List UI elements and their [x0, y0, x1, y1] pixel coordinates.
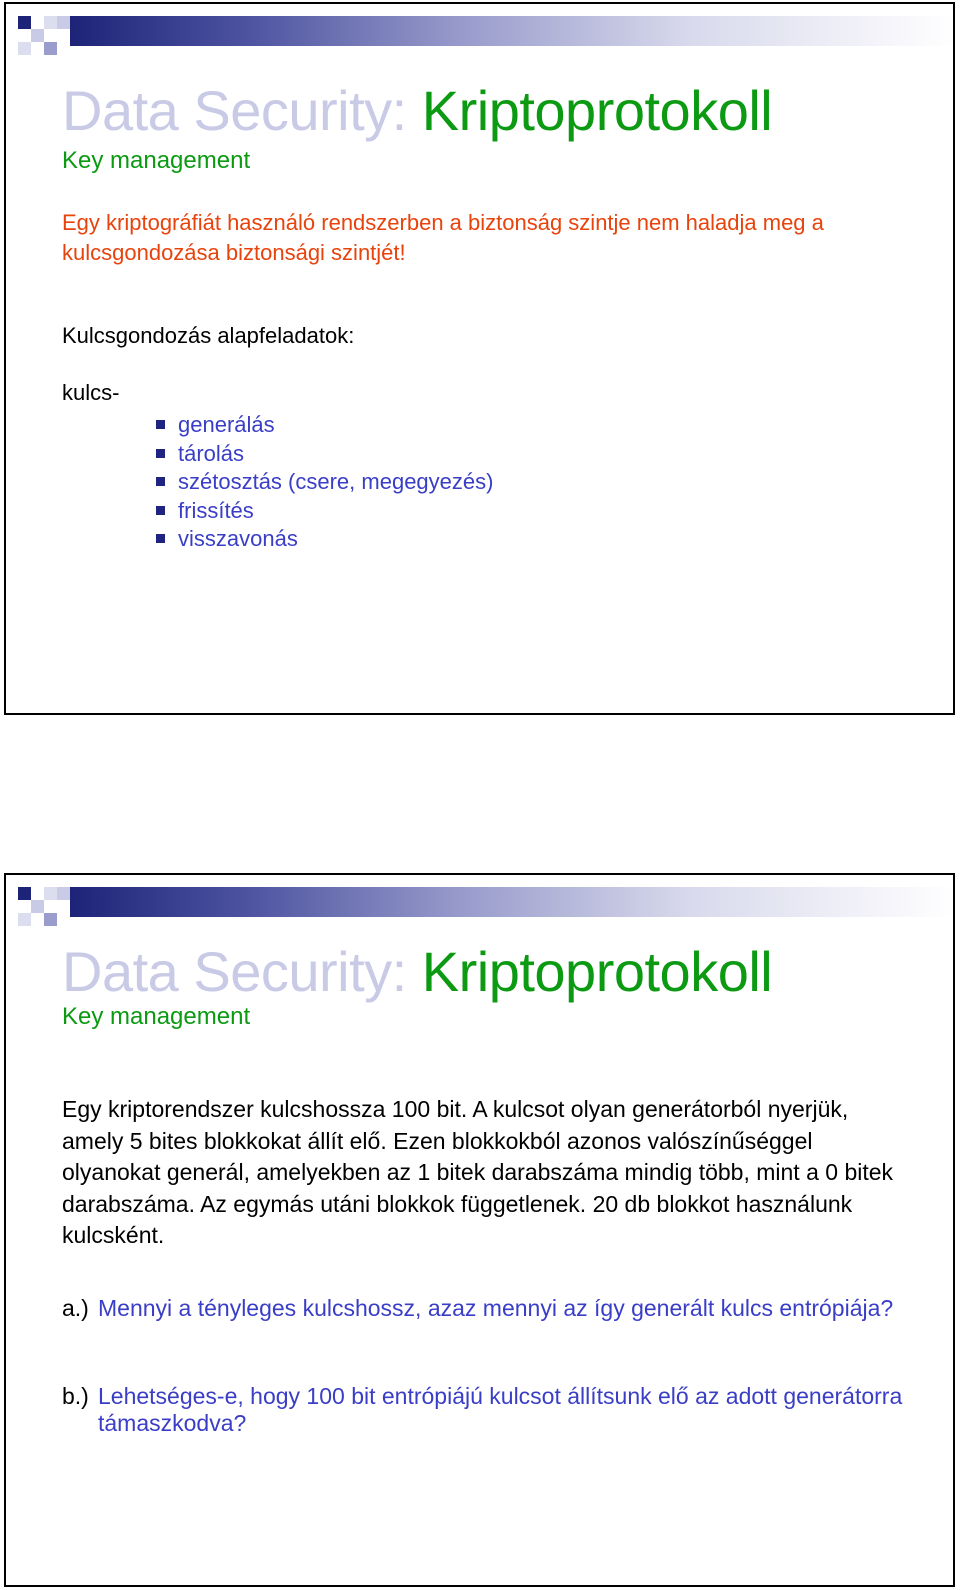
square-bullet-icon: [156, 477, 165, 486]
list-item: szétosztás (csere, megegyezés): [156, 468, 493, 497]
header-gradient-bar: [70, 16, 955, 46]
slide-2: [4, 873, 955, 1587]
warning-text: Egy kriptográfiát használó rendszerben a biztonság szintje nem haladja meg a kulcsgondozása biztonsági szintjét!: [62, 210, 824, 265]
title-prefix: Data Security:: [62, 940, 422, 1003]
decorative-squares-icon: [18, 16, 31, 29]
list-item: visszavonás: [156, 525, 493, 554]
decorative-square-icon: [44, 42, 57, 55]
decorative-square-icon: [44, 913, 57, 926]
slide-subtitle: Key management: [62, 147, 251, 174]
decorative-square-icon: [18, 42, 31, 55]
question-b: b.) Lehetséges-e, hogy 100 bit entrópiájú kulcsot állítsunk elő az adott generátorra támaszkodva?: [62, 1383, 903, 1436]
header-decoration: [6, 4, 955, 64]
square-bullet-icon: [156, 420, 165, 429]
title-main: Kriptoprotokoll: [421, 79, 773, 142]
decorative-square-icon: [57, 16, 70, 29]
decorative-squares-icon: [18, 887, 31, 900]
list-item: tárolás: [156, 440, 493, 469]
square-bullet-icon: [156, 449, 165, 458]
decorative-square-icon: [57, 887, 70, 900]
square-bullet-icon: [156, 534, 165, 543]
slide-title: [62, 78, 772, 143]
decorative-square-icon: [44, 16, 57, 29]
decorative-square-icon: [31, 29, 44, 42]
list-item: generálás: [156, 411, 493, 440]
task-list: [156, 411, 493, 554]
question-a: a.) Mennyi a tényleges kulcshossz, azaz mennyi az így generált kulcs entrópiája?: [62, 1295, 894, 1321]
decorative-square-icon: [44, 887, 57, 900]
slide-subtitle: Key management: [62, 1003, 251, 1030]
title-main: Kriptoprotokoll: [421, 940, 773, 1003]
slide-title: [62, 939, 772, 1004]
square-bullet-icon: [156, 506, 165, 515]
title-prefix: Data Security:: [62, 79, 422, 142]
slide-1: [4, 2, 955, 715]
problem-paragraph: Egy kriptorendszer kulcshossza 100 bit. A kulcsot olyan generátorból nyerjük, amely 5 bites blokkokat állít elő. Ezen blokkokból azonos valószínűséggel olyanokat generál, amelyekben az 1 bitek darabszáma mindig több, mint a 0 bitek darabszáma. Az egymás utáni blokkok függetlenek. 20 db blokkot használunk kulcsként.: [62, 1096, 894, 1248]
header-decoration: [6, 875, 955, 935]
key-prefix: kulcs-: [62, 380, 120, 405]
header-gradient-bar: [70, 887, 955, 917]
list-item: frissítés: [156, 497, 493, 526]
decorative-square-icon: [31, 900, 44, 913]
decorative-square-icon: [18, 913, 31, 926]
tasks-heading: Kulcsgondozás alapfeladatok:: [62, 323, 355, 348]
